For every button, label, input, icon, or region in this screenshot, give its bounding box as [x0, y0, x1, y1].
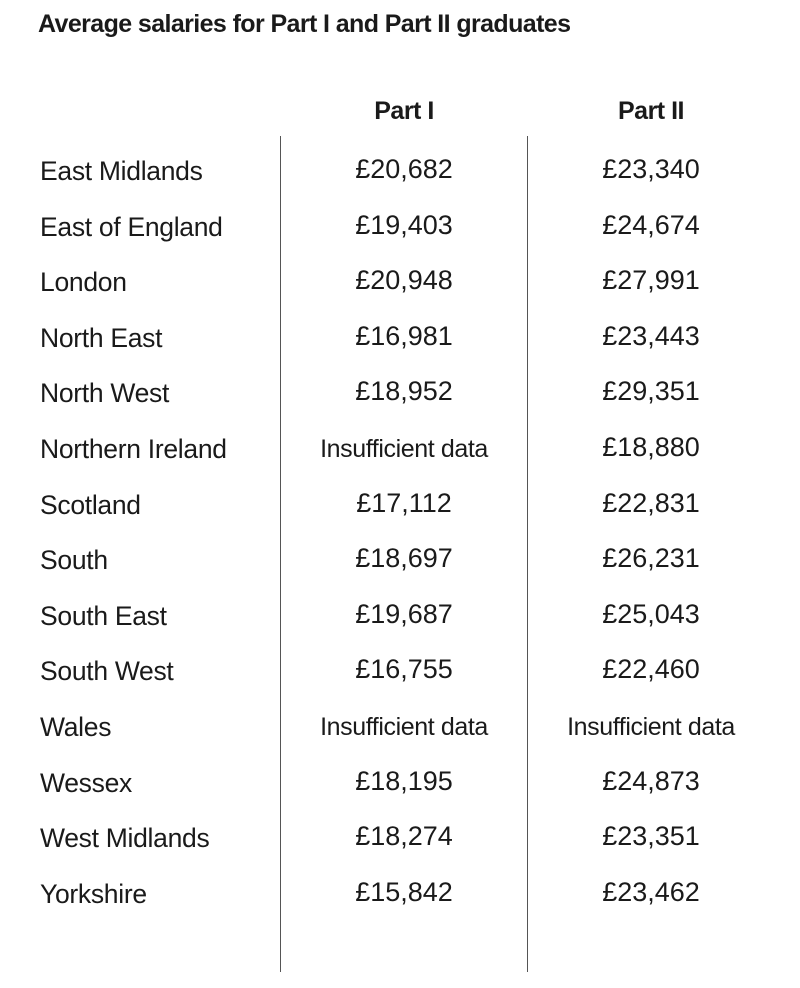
part-2-salary: £23,462 — [602, 876, 700, 907]
table-row — [0, 811, 800, 867]
region-label: South West — [40, 656, 174, 687]
region-label: Wessex — [40, 767, 132, 798]
region-label: London — [40, 267, 127, 298]
column-header-part-2: Part II — [618, 97, 684, 125]
region-label: East of England — [40, 211, 223, 242]
part-1-salary: £16,755 — [355, 654, 453, 685]
part-2-salary: £22,831 — [602, 487, 700, 518]
part-2-salary: £23,443 — [602, 320, 700, 351]
part-2-salary: £23,351 — [602, 821, 700, 852]
part-1-salary: £18,952 — [355, 376, 453, 407]
table-row — [0, 144, 800, 200]
region-label: South East — [40, 600, 167, 631]
part-2-salary: £25,043 — [602, 598, 700, 629]
table-row — [0, 422, 800, 478]
part-2-salary: £29,351 — [602, 376, 700, 407]
table-row — [0, 478, 800, 534]
table-row — [0, 867, 800, 923]
part-1-salary: £19,403 — [355, 209, 453, 240]
table-row — [0, 756, 800, 812]
region-label: Scotland — [40, 489, 141, 520]
region-label: North East — [40, 322, 163, 353]
part-2-salary: Insufficient data — [567, 712, 735, 741]
table-row — [0, 700, 800, 756]
part-1-salary: £18,195 — [355, 765, 453, 796]
part-1-salary: £16,981 — [355, 320, 453, 351]
part-1-salary: £20,948 — [355, 265, 453, 296]
column-header-part-1: Part I — [374, 97, 434, 125]
part-1-salary: £15,842 — [355, 876, 453, 907]
part-1-salary: £18,697 — [355, 543, 453, 574]
region-label: East Midlands — [40, 156, 203, 186]
salary-table-body — [0, 144, 800, 922]
region-label: South — [40, 545, 108, 576]
table-row — [0, 255, 800, 311]
region-label: Wales — [40, 711, 112, 742]
part-1-salary: £17,112 — [356, 487, 452, 518]
part-1-salary: Insufficient data — [320, 434, 488, 463]
region-label: Northern Ireland — [40, 433, 227, 464]
part-2-salary: £22,460 — [602, 654, 700, 685]
table-row — [0, 200, 800, 256]
part-1-salary: £20,682 — [355, 154, 453, 184]
part-1-salary: £18,274 — [355, 821, 453, 852]
region-label: North West — [40, 378, 170, 409]
part-2-salary: £24,873 — [602, 765, 700, 796]
part-1-salary: £19,687 — [355, 598, 453, 629]
table-row — [0, 589, 800, 645]
part-2-salary: £26,231 — [602, 543, 700, 574]
table-row — [0, 533, 800, 589]
part-2-salary: £27,991 — [602, 265, 700, 296]
table-row — [0, 644, 800, 700]
part-2-salary: £24,674 — [602, 209, 700, 240]
region-label: West Midlands — [40, 823, 210, 854]
table-row — [0, 366, 800, 422]
chart-title: Average salaries for Part I and Part II graduates — [38, 10, 571, 38]
part-2-salary: £23,340 — [602, 154, 700, 184]
table-row — [0, 311, 800, 367]
part-2-salary: £18,880 — [602, 431, 700, 462]
part-1-salary: Insufficient data — [320, 712, 488, 741]
region-label: Yorkshire — [40, 878, 147, 909]
